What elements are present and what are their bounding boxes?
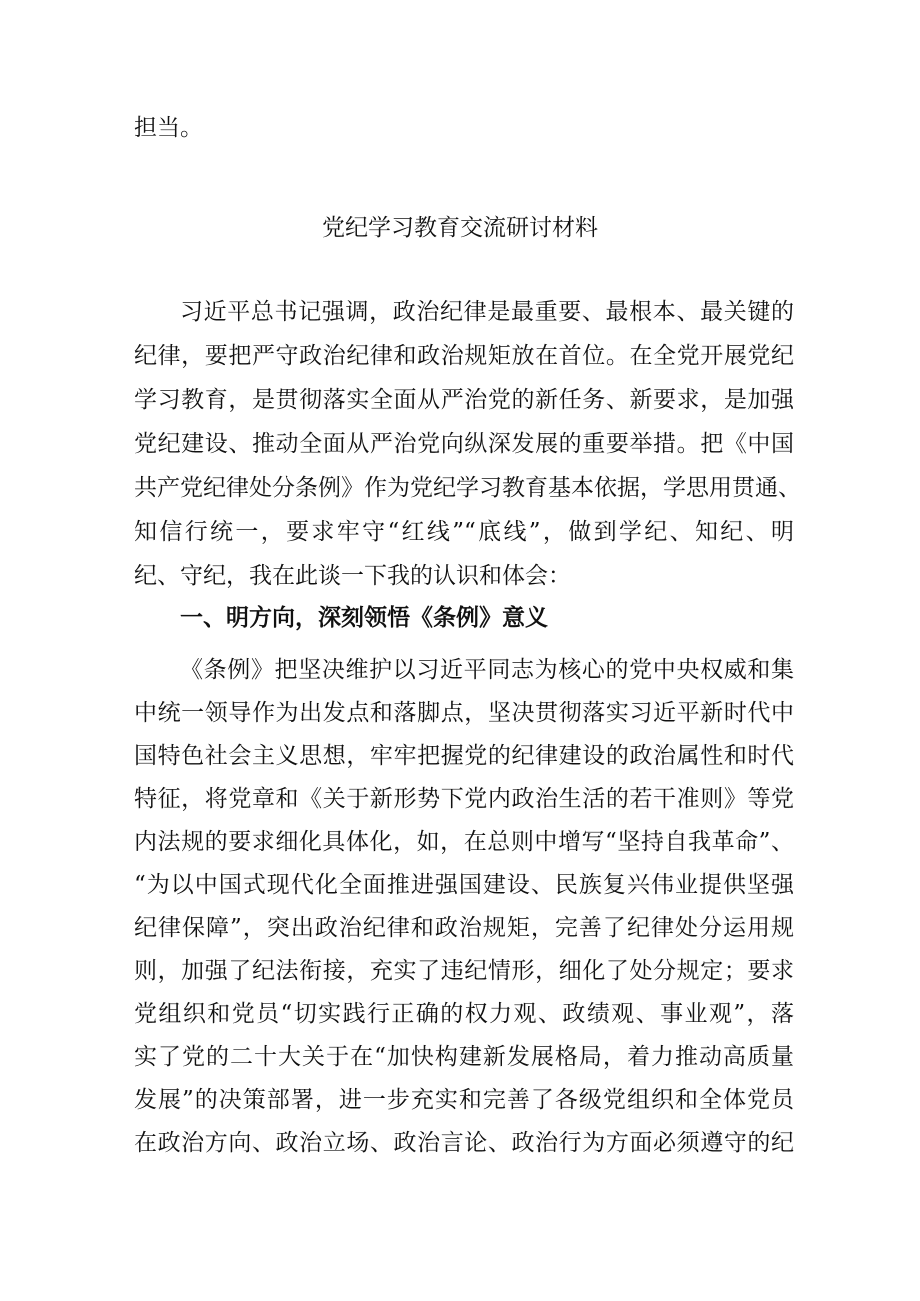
- section-line: 实了党的二十大关于在“加快构建新发展格局，着力推动高质量: [134, 1044, 794, 1070]
- section-line: 《条例》把坚决维护以习近平同志为核心的党中央权威和集: [180, 657, 794, 683]
- intro-line: 习近平总书记强调，政治纪律是最重要、最根本、最关键的: [180, 299, 794, 325]
- section-line: 在政治方向、政治立场、政治言论、政治行为方面必须遵守的纪: [134, 1130, 794, 1156]
- section-line: 国特色社会主义思想，牢牢把握党的纪律建设的政治属性和时代: [134, 743, 794, 769]
- intro-line: 党纪建设、推动全面从严治党向纵深发展的重要举措。把《中国: [134, 431, 794, 457]
- intro-line: 共产党纪律处分条例》作为党纪学习教育基本依据，学思用贯通、: [134, 475, 801, 501]
- intro-line: 纪、守纪，我在此谈一下我的认识和体会：: [134, 563, 571, 589]
- section-line: 党组织和党员“切实践行正确的权力观、政绩观、事业观”，落: [134, 1001, 794, 1027]
- section-line: 纪律保障”，突出政治纪律和政治规矩，完善了纪律处分运用规: [134, 915, 794, 941]
- section-line: 中统一领导作为出发点和落脚点，坚决贯彻落实习近平新时代中: [134, 700, 794, 726]
- intro-line: 纪律，要把严守政治纪律和政治规矩放在首位。在全党开展党纪: [134, 343, 794, 369]
- section-line: 则，加强了纪法衔接，充实了违纪情形，细化了处分规定；要求: [134, 958, 794, 984]
- carryover-line: 担当。: [134, 115, 203, 141]
- document-title: 党纪学习教育交流研讨材料: [322, 215, 598, 241]
- section-heading: 一、明方向，深刻领悟《条例》意义: [180, 605, 548, 631]
- section-line: 发展”的决策部署，进一步充实和完善了各级党组织和全体党员: [134, 1087, 794, 1113]
- intro-line: 学习教育，是贯彻落实全面从严治党的新任务、新要求，是加强: [134, 387, 794, 413]
- intro-line: 知信行统一，要求牢守“红线”“底线”，做到学纪、知纪、明: [134, 519, 794, 545]
- section-line: 内法规的要求细化具体化，如，在总则中增写“坚持自我革命”、: [134, 829, 794, 855]
- section-line: “为以中国式现代化全面推进强国建设、民族复兴伟业提供坚强: [134, 872, 794, 898]
- section-line: 特征，将党章和《关于新形势下党内政治生活的若干准则》等党: [134, 786, 794, 812]
